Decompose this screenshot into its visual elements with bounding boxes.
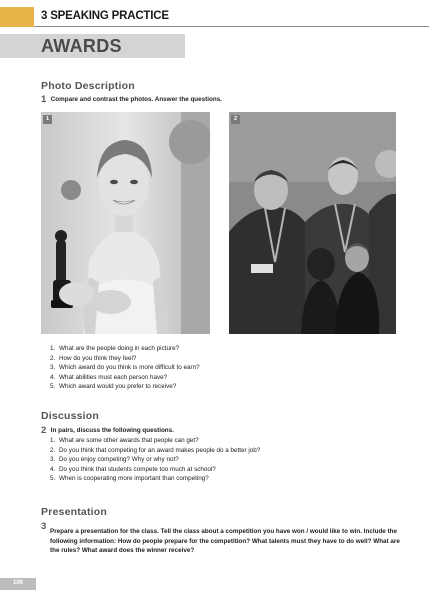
- page-number-tab: [0, 578, 36, 590]
- photo-questions-list: [50, 344, 200, 392]
- task-3-text: Prepare a presentation for the class. Tell the class about a competition you have won / would like to win. Include the following information: How do people prepare for the competition? What talents must they have to do well? What are the rules? What award does the winner receive?: [50, 528, 400, 555]
- list-item: 5. When is cooperating more important than competing?: [50, 475, 209, 483]
- photo-2-badge: 2: [231, 115, 240, 124]
- list-item: 1. What are the people doing in each picture?: [50, 345, 180, 352]
- presentation-heading: Presentation: [41, 506, 107, 518]
- list-item: 2. How do you think they feel?: [50, 354, 137, 362]
- discussion-questions-list: [50, 436, 260, 484]
- list-item: 4. Do you think that students compete too much at school?: [50, 465, 216, 473]
- task-1-number: 1: [41, 94, 47, 105]
- task-1: [41, 95, 222, 104]
- unit-header: [0, 7, 429, 27]
- photo-1: [41, 112, 210, 334]
- task-2: [41, 426, 174, 435]
- list-item: 2. Do you think that competing for an award makes people do a better job?: [50, 446, 261, 454]
- task-2-text: In pairs, discuss the following questions.: [50, 427, 174, 434]
- photo-1-badge: 1: [43, 115, 52, 124]
- list-item: 5. Which award would you prefer to receive?: [50, 383, 177, 391]
- list-item: 3. Which award do you think is more difficult to earn?: [50, 364, 200, 372]
- task-3: [41, 522, 49, 531]
- page-number: 106: [13, 580, 24, 586]
- unit-title: 3 SPEAKING PRACTICE: [41, 10, 169, 22]
- woman-holding-award-statuette-photo: [41, 112, 210, 334]
- unit-accent-tab: [0, 7, 34, 27]
- swimmers-receiving-medals-photo: [229, 112, 396, 334]
- discussion-heading: Discussion: [41, 410, 100, 422]
- page-title-bar: [0, 34, 185, 58]
- task-2-number: 2: [41, 425, 47, 436]
- list-item: 3. Do you enjoy competing? Why or why not?: [50, 456, 179, 464]
- list-item: 1. What are some other awards that people can get?: [50, 437, 199, 444]
- photo-2: [229, 112, 396, 334]
- list-item: 4. What abilities must each person have?: [50, 373, 168, 381]
- page-title: AWARDS: [41, 36, 122, 56]
- task-3-number: 3: [41, 521, 47, 532]
- task-1-text: Compare and contrast the photos. Answer the questions.: [50, 96, 222, 103]
- photo-description-heading: Photo Description: [41, 80, 135, 92]
